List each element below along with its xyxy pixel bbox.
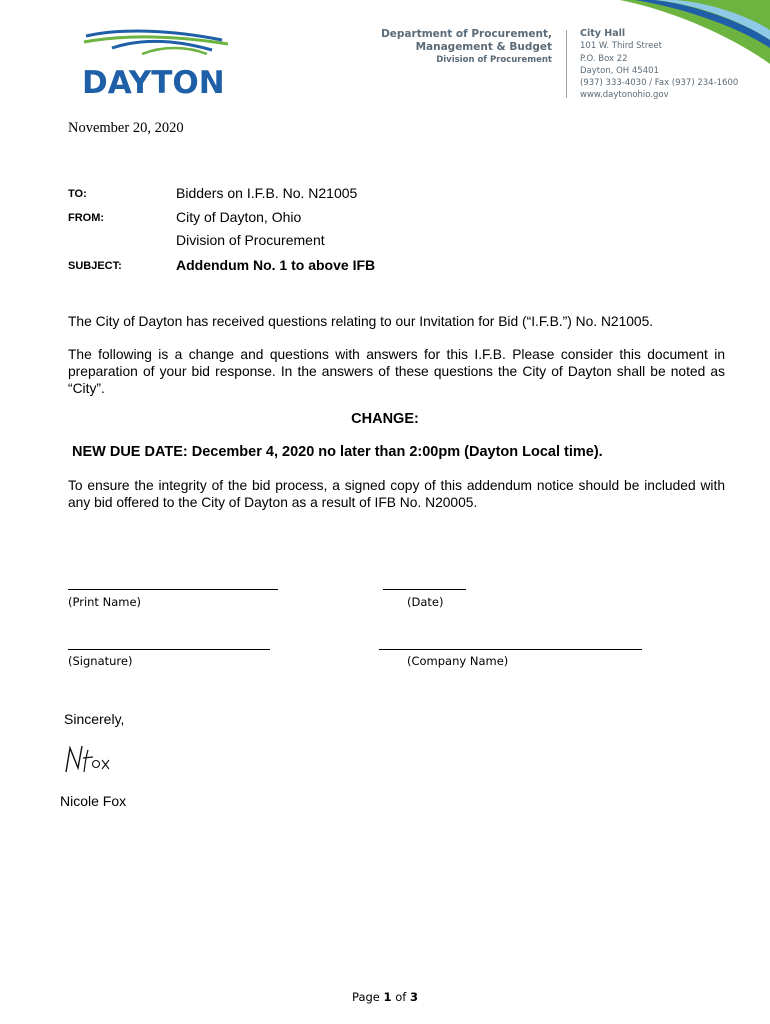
to-label: TO:: [68, 188, 87, 200]
print-name-line: [68, 589, 278, 590]
subject-value: Addendum No. 1 to above IFB: [176, 257, 376, 273]
address-line: Dayton, OH 45401: [580, 65, 659, 76]
page-total: 3: [409, 990, 418, 1004]
letter-date: November 20, 2020: [68, 120, 184, 136]
from-label: FROM:: [68, 212, 105, 224]
page-prefix: Page: [352, 990, 384, 1004]
department-block: [380, 28, 552, 67]
date-caption: (Date): [407, 595, 444, 609]
subject-label: SUBJECT:: [68, 260, 122, 272]
department-line: Department of Procurement,: [381, 28, 552, 40]
page-current: 1: [383, 990, 392, 1004]
from-value-division: Division of Procurement: [176, 232, 325, 248]
new-due-date: NEW DUE DATE: December 4, 2020 no later than 2:00pm (Dayton Local time).: [72, 444, 603, 460]
page-number: [0, 990, 770, 1004]
instructions-paragraph: The following is a change and questions with answers for this I.F.B. Please consider this document in preparation of your bid response. In the answers of these questions the City of Dayton shall be noted as “City”.: [68, 347, 725, 396]
integrity-paragraph: To ensure the integrity of the bid process, a signed copy of this addendum notice should be included with any bid offered to the City of Dayton as a result of IFB No. N20005.: [68, 478, 725, 510]
address-line: 101 W. Third Street: [580, 41, 662, 52]
department-line: Management & Budget: [415, 41, 552, 53]
logo-wordmark: DAYTON: [82, 65, 225, 101]
date-line: [383, 589, 466, 590]
company-name-line: [379, 649, 642, 650]
header-divider: [566, 30, 567, 98]
page-of: of: [391, 990, 410, 1004]
from-value: City of Dayton, Ohio: [176, 209, 302, 225]
closing-sincerely: Sincerely,: [64, 711, 125, 727]
handwritten-signature: [62, 742, 112, 776]
to-value: Bidders on I.F.B. No. N21005: [176, 185, 358, 201]
print-name-caption: (Print Name): [68, 595, 142, 609]
website-link[interactable]: www.daytonohio.gov: [580, 90, 669, 101]
signature-line: [68, 649, 270, 650]
dayton-logo: [82, 28, 230, 101]
company-name-caption: (Company Name): [407, 654, 509, 668]
address-line: P.O. Box 22: [580, 53, 628, 64]
city-hall-address: [580, 28, 738, 102]
phone-fax-line: (937) 333-4030 / Fax (937) 234-1600: [580, 78, 739, 89]
signer-name: Nicole Fox: [60, 793, 127, 809]
intro-paragraph: The City of Dayton has received questions relating to our Invitation for Bid (“I.F.B.”) No. N21005.: [68, 314, 654, 329]
city-hall-title: City Hall: [580, 28, 626, 39]
logo-wave-icon: [82, 28, 230, 62]
change-heading: CHANGE:: [351, 411, 419, 427]
department-line: Division of Procurement: [436, 55, 552, 65]
signature-caption: (Signature): [68, 654, 133, 668]
